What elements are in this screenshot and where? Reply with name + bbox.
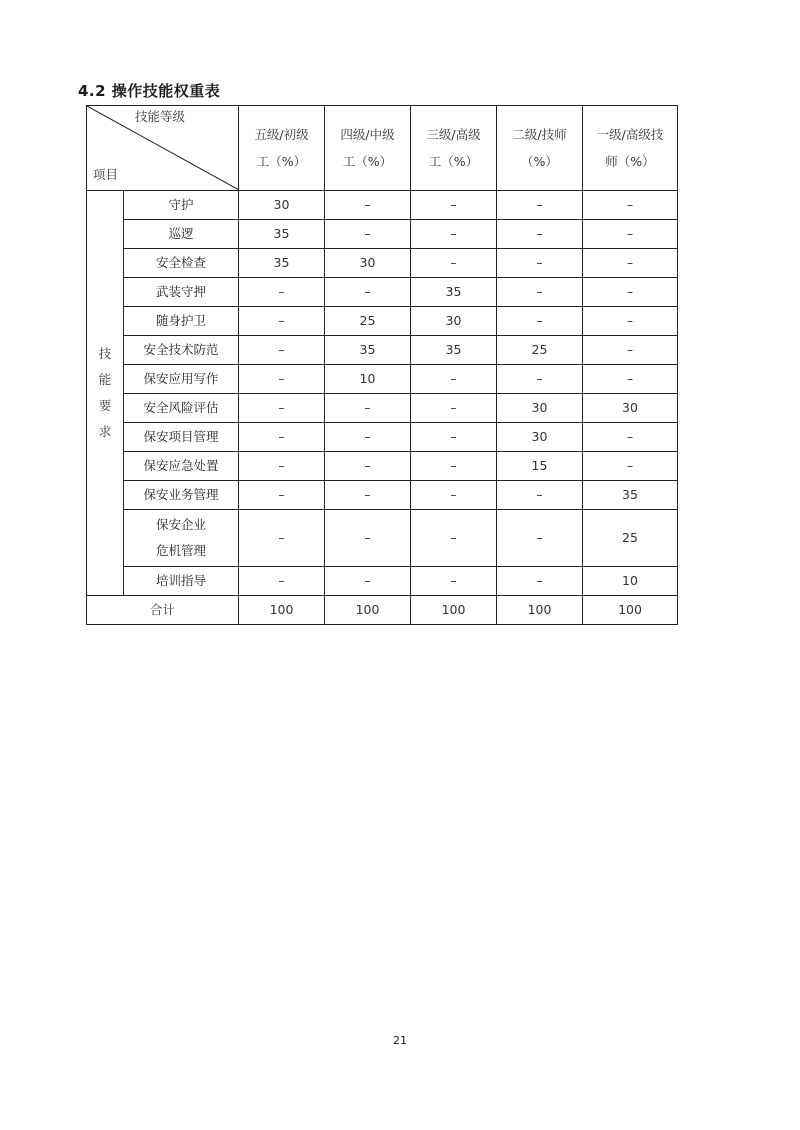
table-header-row <box>87 106 678 191</box>
value-cell: 35 <box>325 336 411 365</box>
table-row <box>87 307 678 336</box>
value-cell: – <box>497 307 583 336</box>
value-cell: 25 <box>497 336 583 365</box>
skill-name: 保安业务管理 <box>124 481 239 510</box>
value-cell: – <box>325 278 411 307</box>
value-cell: 35 <box>239 249 325 278</box>
page-number: 21 <box>393 1034 407 1047</box>
section-title: 4.2 操作技能权重表 <box>78 82 221 100</box>
value-cell: – <box>497 481 583 510</box>
total-cell: 100 <box>411 596 497 625</box>
value-cell: – <box>411 394 497 423</box>
value-cell: – <box>411 567 497 596</box>
value-cell: 10 <box>583 567 678 596</box>
value-cell: – <box>583 191 678 220</box>
table-row <box>87 567 678 596</box>
skill-name: 巡逻 <box>124 220 239 249</box>
value-cell: – <box>497 510 583 567</box>
value-cell: – <box>583 307 678 336</box>
value-cell: 35 <box>239 220 325 249</box>
value-cell: – <box>583 452 678 481</box>
value-cell: – <box>239 394 325 423</box>
table-row <box>87 510 678 567</box>
value-cell: 30 <box>239 191 325 220</box>
value-cell: 35 <box>583 481 678 510</box>
value-cell: – <box>497 365 583 394</box>
value-cell: – <box>583 220 678 249</box>
value-cell: – <box>239 307 325 336</box>
value-cell: – <box>239 365 325 394</box>
value-cell: – <box>411 452 497 481</box>
table-row <box>87 481 678 510</box>
value-cell: – <box>325 481 411 510</box>
level-header-2: 二级/技师 （%） <box>497 106 583 191</box>
value-cell: – <box>411 220 497 249</box>
value-cell: – <box>239 481 325 510</box>
skill-name: 安全检查 <box>124 249 239 278</box>
value-cell: 15 <box>497 452 583 481</box>
value-cell: 10 <box>325 365 411 394</box>
corner-header-cell <box>87 106 239 191</box>
value-cell: – <box>583 423 678 452</box>
value-cell: – <box>411 249 497 278</box>
group-label-cell: 技 能 要 求 <box>87 191 124 596</box>
value-cell: – <box>411 510 497 567</box>
value-cell: – <box>497 249 583 278</box>
value-cell: – <box>325 452 411 481</box>
value-cell: – <box>411 191 497 220</box>
value-cell: – <box>325 567 411 596</box>
value-cell: 30 <box>583 394 678 423</box>
skill-name: 安全风险评估 <box>124 394 239 423</box>
value-cell: – <box>239 278 325 307</box>
value-cell: – <box>325 510 411 567</box>
value-cell: – <box>411 365 497 394</box>
value-cell: 35 <box>411 278 497 307</box>
total-cell: 100 <box>239 596 325 625</box>
value-cell: – <box>411 481 497 510</box>
value-cell: – <box>583 278 678 307</box>
table-row <box>87 452 678 481</box>
value-cell: – <box>497 278 583 307</box>
skill-name: 保安应用写作 <box>124 365 239 394</box>
skill-weight-table <box>86 105 678 625</box>
skill-name: 保安应急处置 <box>124 452 239 481</box>
total-cell: 100 <box>497 596 583 625</box>
skill-name: 保安项目管理 <box>124 423 239 452</box>
table-row <box>87 394 678 423</box>
skill-name: 安全技术防范 <box>124 336 239 365</box>
corner-bottom-label: 项目 <box>93 167 119 182</box>
skill-name: 保安企业 危机管理 <box>124 510 239 567</box>
skill-name: 守护 <box>124 191 239 220</box>
value-cell: – <box>497 220 583 249</box>
value-cell: – <box>325 423 411 452</box>
skill-name: 培训指导 <box>124 567 239 596</box>
value-cell: – <box>325 394 411 423</box>
value-cell: 25 <box>325 307 411 336</box>
value-cell: 30 <box>497 423 583 452</box>
value-cell: – <box>239 452 325 481</box>
level-header-4: 四级/中级 工（%） <box>325 106 411 191</box>
value-cell: – <box>239 336 325 365</box>
value-cell: – <box>583 336 678 365</box>
level-header-5: 五级/初级 工（%） <box>239 106 325 191</box>
skill-name: 随身护卫 <box>124 307 239 336</box>
table-row <box>87 191 678 220</box>
value-cell: – <box>497 191 583 220</box>
value-cell: – <box>239 510 325 567</box>
total-cell: 100 <box>583 596 678 625</box>
table-row <box>87 220 678 249</box>
value-cell: – <box>239 567 325 596</box>
value-cell: 25 <box>583 510 678 567</box>
value-cell: – <box>497 567 583 596</box>
level-header-1: 一级/高级技 师（%） <box>583 106 678 191</box>
value-cell: – <box>411 423 497 452</box>
value-cell: – <box>325 220 411 249</box>
total-label: 合计 <box>87 596 239 625</box>
table-row <box>87 336 678 365</box>
value-cell: – <box>325 191 411 220</box>
skill-name: 武装守押 <box>124 278 239 307</box>
value-cell: – <box>239 423 325 452</box>
value-cell: – <box>583 365 678 394</box>
value-cell: 30 <box>325 249 411 278</box>
corner-top-label: 技能等级 <box>135 109 186 124</box>
value-cell: 30 <box>497 394 583 423</box>
value-cell: – <box>583 249 678 278</box>
table-row <box>87 423 678 452</box>
value-cell: 35 <box>411 336 497 365</box>
total-cell: 100 <box>325 596 411 625</box>
table-row <box>87 249 678 278</box>
table-row <box>87 365 678 394</box>
table-row <box>87 278 678 307</box>
value-cell: 30 <box>411 307 497 336</box>
level-header-3: 三级/高级 工（%） <box>411 106 497 191</box>
total-row <box>87 596 678 625</box>
